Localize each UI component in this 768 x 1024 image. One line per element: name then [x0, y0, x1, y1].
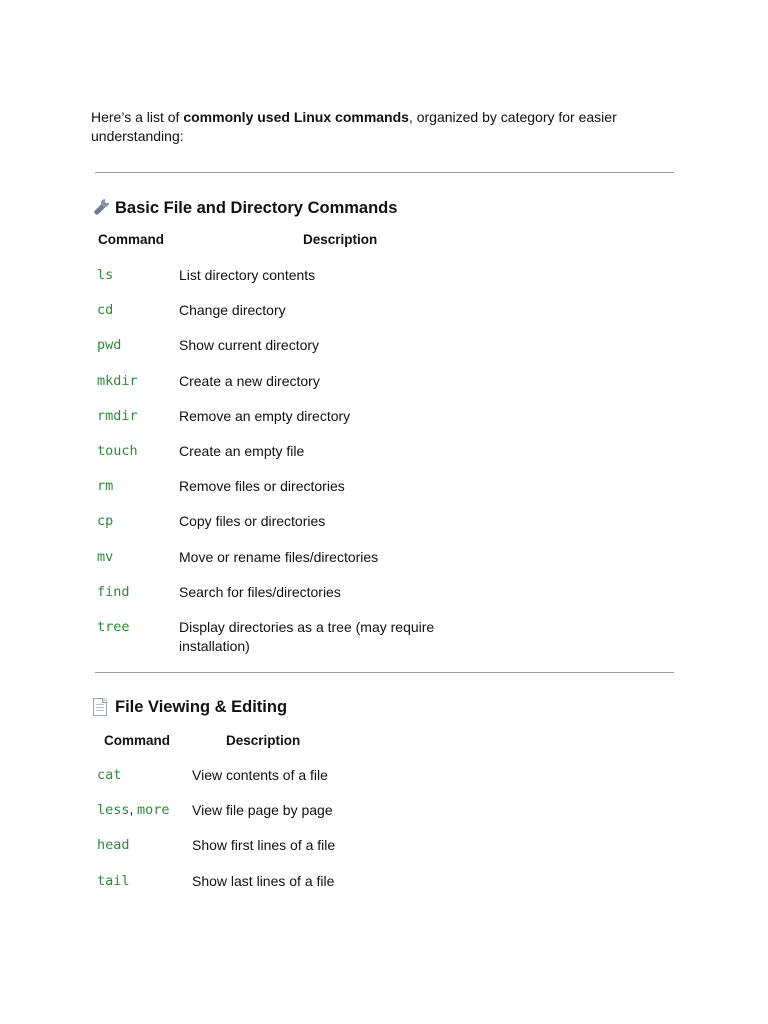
wrench-icon — [90, 198, 111, 218]
description-cell: Change directory — [179, 302, 286, 319]
command-cell — [97, 267, 113, 283]
command-code: cp — [97, 513, 114, 530]
description-cell: Move or rename files/directories — [179, 548, 379, 565]
section-title: File Viewing & Editing — [115, 697, 288, 716]
command-cell — [97, 337, 121, 353]
command-cell — [97, 408, 138, 424]
command-cell — [97, 584, 130, 600]
intro-prefix: Here’s a list of — [91, 109, 184, 125]
command-cell — [97, 443, 138, 459]
command-code: ls — [97, 267, 114, 283]
command-code: pwd — [97, 337, 122, 354]
command-code: rm — [97, 478, 114, 495]
command-code: rmdir — [97, 407, 138, 424]
column-header-description: Description — [303, 232, 378, 247]
description-cell: View contents of a file — [192, 767, 328, 783]
description-cell: Remove an empty directory — [179, 407, 351, 424]
column-header-command: Command — [104, 733, 171, 748]
description-cell: Show last lines of a file — [192, 872, 335, 889]
command-code: head — [97, 837, 130, 854]
description-cell: Search for files/directories — [179, 583, 341, 600]
description-cell: List directory contents — [179, 267, 316, 283]
column-header-command: Command — [98, 232, 165, 247]
command-separator: , — [129, 802, 138, 818]
command-code: more — [137, 802, 170, 819]
description-cell: Display directories as a tree (may require installation) — [179, 619, 435, 654]
command-cell — [97, 373, 138, 389]
description-cell: Show current directory — [179, 337, 320, 354]
divider — [95, 672, 674, 673]
command-code: tail — [97, 872, 130, 889]
command-code: touch — [97, 443, 138, 459]
command-cell — [97, 802, 170, 818]
description-cell: Copy files or directories — [179, 513, 326, 530]
command-code: cd — [97, 302, 114, 319]
command-code: tree — [97, 619, 130, 635]
column-header-description: Description — [226, 733, 301, 748]
section-heading-basic — [90, 198, 397, 218]
intro-suffix: , organized by category for easier understanding: — [91, 109, 617, 144]
command-cell — [97, 549, 113, 565]
description-cell: Create an empty file — [179, 443, 305, 459]
command-cell — [97, 767, 121, 783]
section-title: Basic File and Directory Commands — [115, 198, 398, 217]
description-cell: Remove files or directories — [179, 478, 345, 495]
command-code: mkdir — [97, 372, 138, 389]
command-cell — [97, 619, 130, 635]
command-code: mv — [97, 548, 114, 565]
command-cell — [97, 302, 113, 318]
command-cell — [97, 873, 130, 889]
command-code: find — [97, 583, 130, 600]
command-code: cat — [97, 767, 122, 783]
description-cell: Create a new directory — [179, 372, 320, 389]
section-heading-viewing — [90, 697, 287, 717]
command-code: less — [97, 802, 130, 819]
command-cell — [97, 513, 113, 529]
divider — [95, 172, 674, 173]
description-cell: View file page by page — [192, 802, 333, 819]
description-cell: Show first lines of a file — [192, 837, 336, 854]
command-cell — [97, 837, 130, 853]
command-cell — [97, 478, 113, 494]
intro-paragraph — [91, 108, 651, 146]
intro-bold: commonly used Linux commands — [183, 109, 409, 125]
document-icon — [90, 697, 111, 717]
